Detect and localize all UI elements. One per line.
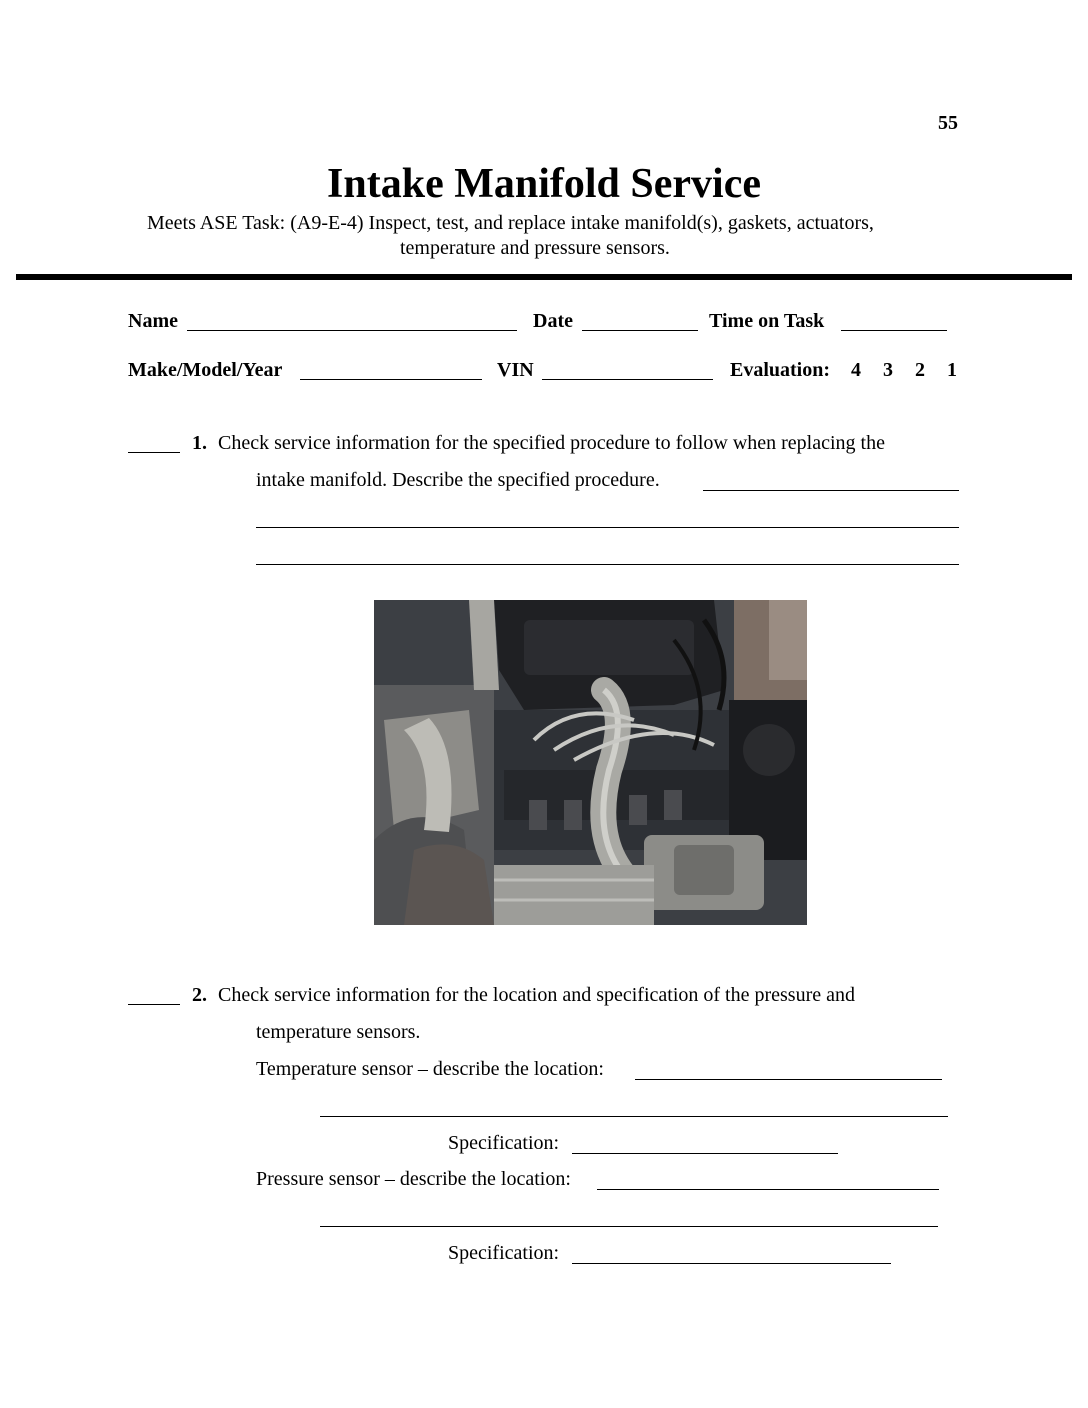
page-number: 55 xyxy=(938,112,958,134)
pressure-sensor-location-label: Pressure sensor – describe the location: xyxy=(256,1168,571,1190)
task2-instruction-continued: temperature sensors. xyxy=(256,1021,421,1043)
task1-check-blank[interactable] xyxy=(128,452,180,453)
task1-instruction-continued: intake manifold. Describe the specified procedure. xyxy=(256,469,660,491)
temperature-sensor-location-label: Temperature sensor – describe the location: xyxy=(256,1058,604,1080)
ase-task-description-continued: temperature and pressure sensors. xyxy=(400,237,670,259)
page-title: Intake Manifold Service xyxy=(327,161,761,207)
date-label: Date xyxy=(533,310,573,332)
evaluation-score-3[interactable]: 3 xyxy=(883,359,893,381)
pressure-sensor-location-field[interactable] xyxy=(597,1189,939,1190)
name-label: Name xyxy=(128,310,178,332)
temperature-sensor-spec-field[interactable] xyxy=(572,1153,838,1154)
task2-check-blank[interactable] xyxy=(128,1004,180,1005)
temperature-sensor-spec-label: Specification: xyxy=(448,1132,560,1154)
pressure-sensor-location-field-2[interactable] xyxy=(320,1226,938,1227)
task2-number: 2. xyxy=(192,984,207,1006)
temperature-sensor-location-field[interactable] xyxy=(635,1079,942,1080)
vin-label: VIN xyxy=(497,359,534,381)
task1-answer-line-3[interactable] xyxy=(256,564,959,565)
make-model-year-field[interactable] xyxy=(300,379,482,380)
vin-field[interactable] xyxy=(542,379,713,380)
task1-answer-line-2[interactable] xyxy=(256,527,959,528)
evaluation-score-2[interactable]: 2 xyxy=(915,359,925,381)
time-on-task-label: Time on Task xyxy=(709,310,825,332)
engine-photo-illustration xyxy=(374,600,807,925)
ase-task-description: Meets ASE Task: (A9-E-4) Inspect, test, and replace intake manifold(s), gaskets, actuators, xyxy=(147,212,874,234)
make-model-year-label: Make/Model/Year xyxy=(128,359,283,381)
date-field[interactable] xyxy=(582,330,698,331)
evaluation-score-1[interactable]: 1 xyxy=(947,359,957,381)
name-field[interactable] xyxy=(187,330,517,331)
header-divider xyxy=(16,274,1072,280)
pressure-sensor-spec-label: Specification: xyxy=(448,1242,560,1264)
time-on-task-field[interactable] xyxy=(841,330,947,331)
evaluation-label: Evaluation: xyxy=(730,359,831,381)
task2-instruction: Check service information for the location and specification of the pressure and xyxy=(218,984,855,1006)
pressure-sensor-spec-field[interactable] xyxy=(572,1263,891,1264)
engine-photo xyxy=(374,600,807,925)
task1-instruction: Check service information for the specified procedure to follow when replacing the xyxy=(218,432,885,454)
task1-answer-line-1[interactable] xyxy=(703,490,959,491)
evaluation-score-4[interactable]: 4 xyxy=(851,359,861,381)
temperature-sensor-location-field-2[interactable] xyxy=(320,1116,948,1117)
task1-number: 1. xyxy=(192,432,207,454)
